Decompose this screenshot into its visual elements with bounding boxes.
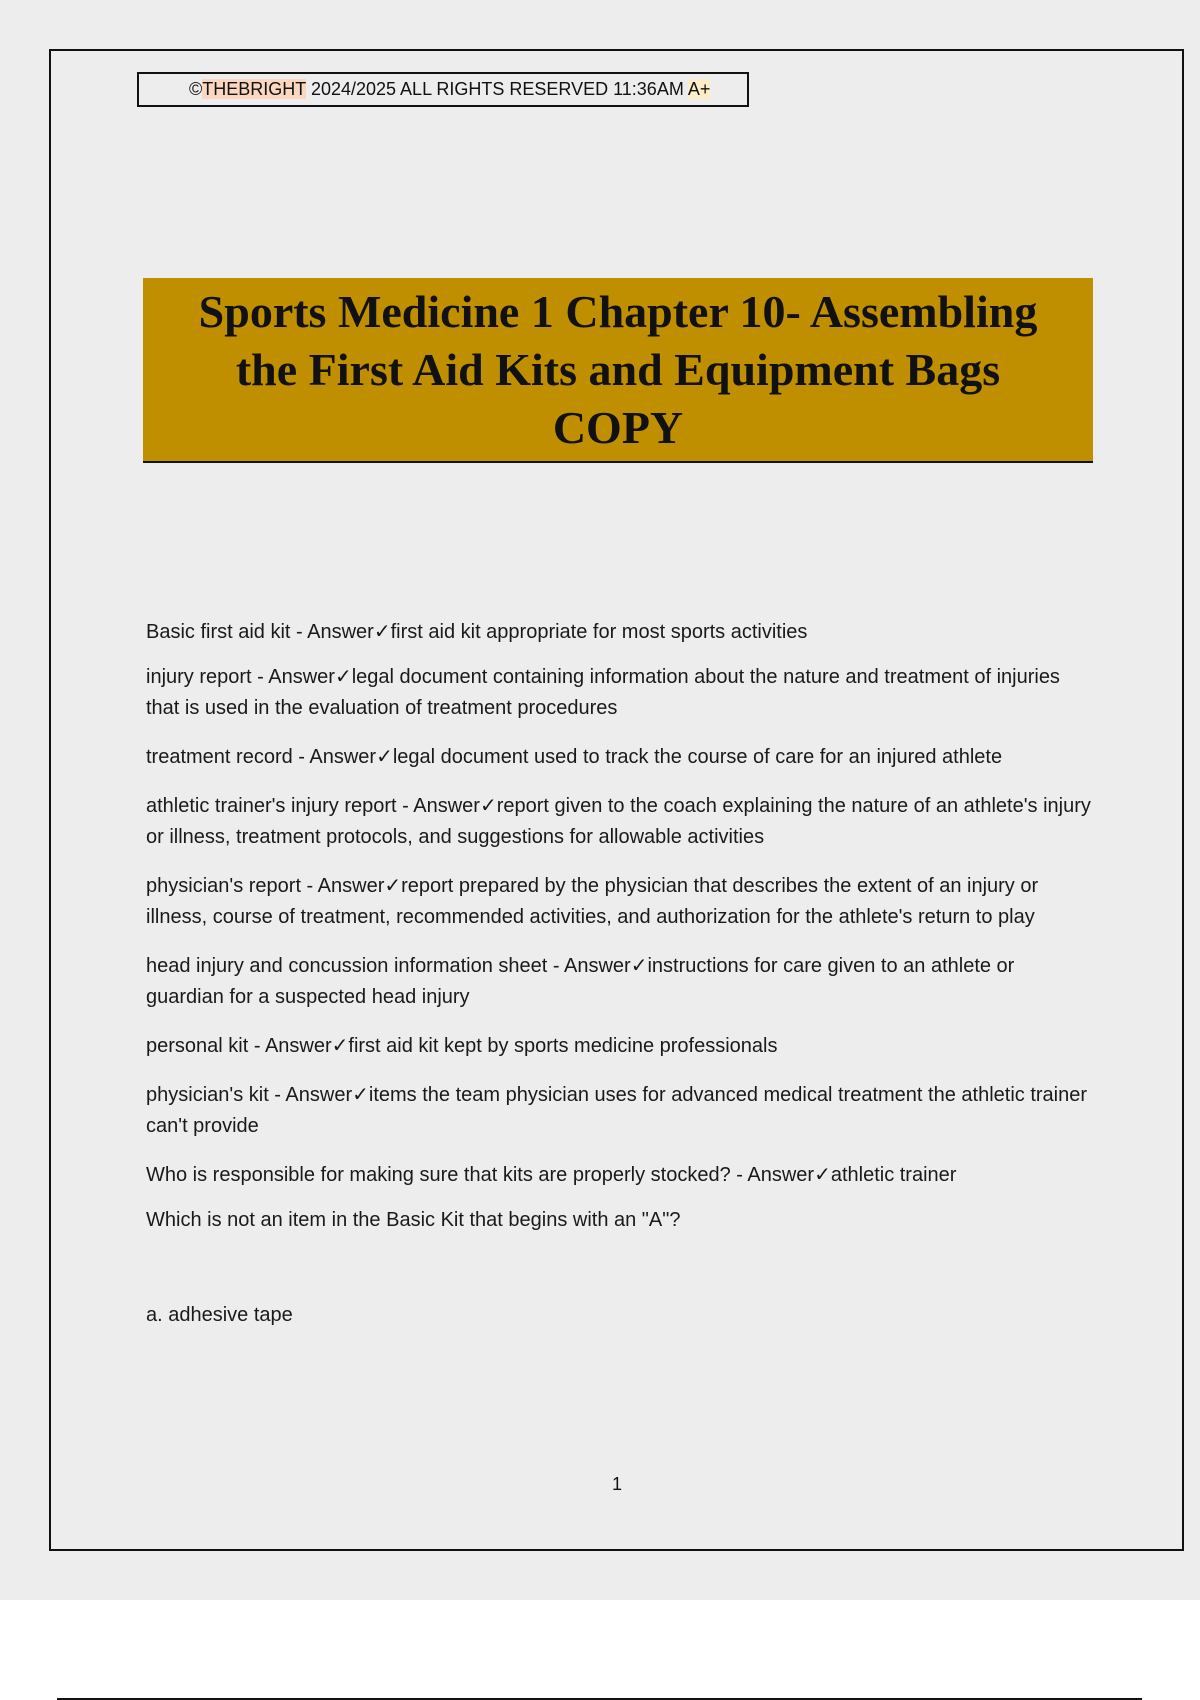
grade-label: A+ <box>687 79 711 99</box>
qa-item: head injury and concussion information sheet - Answer✓instructions for care given to an athlete or guardian for a suspected head injury <box>146 955 1015 1008</box>
qa-list <box>146 617 1096 1349</box>
qa-item: injury report - Answer✓legal document containing information about the nature and treatment of injuries that is used in the evaluation of treatment procedures <box>146 666 1060 719</box>
brand-name: THEBRIGHT <box>202 79 306 99</box>
qa-item: physician's report - Answer✓report prepared by the physician that describes the extent of an injury or illness, course of treatment, recommended activities, and authorization for the athlete's return to play <box>146 875 1039 928</box>
title-line-2: the First Aid Kits and Equipment Bags <box>235 343 1001 395</box>
answer-option-a: a. adhesive tape <box>146 1304 293 1326</box>
qa-item: treatment record - Answer✓legal document used to track the course of care for an injured athlete <box>146 746 1003 768</box>
question-item: Which is not an item in the Basic Kit that begins with an "A"? <box>146 1209 681 1231</box>
qa-item: Basic first aid kit - Answer✓first aid kit appropriate for most sports activities <box>146 621 808 643</box>
title-banner <box>143 278 1093 463</box>
page-number: 1 <box>611 1474 622 1494</box>
qa-item: physician's kit - Answer✓items the team physician uses for advanced medical treatment the athletic trainer can't provide <box>146 1084 1088 1137</box>
qa-item: personal kit - Answer✓first aid kit kept by sports medicine professionals <box>146 1035 778 1057</box>
document-title <box>158 283 1078 457</box>
title-line-3: COPY <box>552 401 684 453</box>
title-line-1: Sports Medicine 1 Chapter 10- Assembling <box>198 285 1038 337</box>
copyright-symbol: © <box>189 79 203 99</box>
qa-item: Who is responsible for making sure that kits are properly stocked? - Answer✓athletic trainer <box>146 1164 957 1186</box>
copyright-header <box>137 72 749 107</box>
copyright-text: 2024/2025 ALL RIGHTS RESERVED 11:36AM <box>305 79 688 99</box>
qa-item: athletic trainer's injury report - Answer✓report given to the coach explaining the nature of an athlete's injury or illness, treatment protocols, and suggestions for allowable activities <box>146 795 1091 848</box>
